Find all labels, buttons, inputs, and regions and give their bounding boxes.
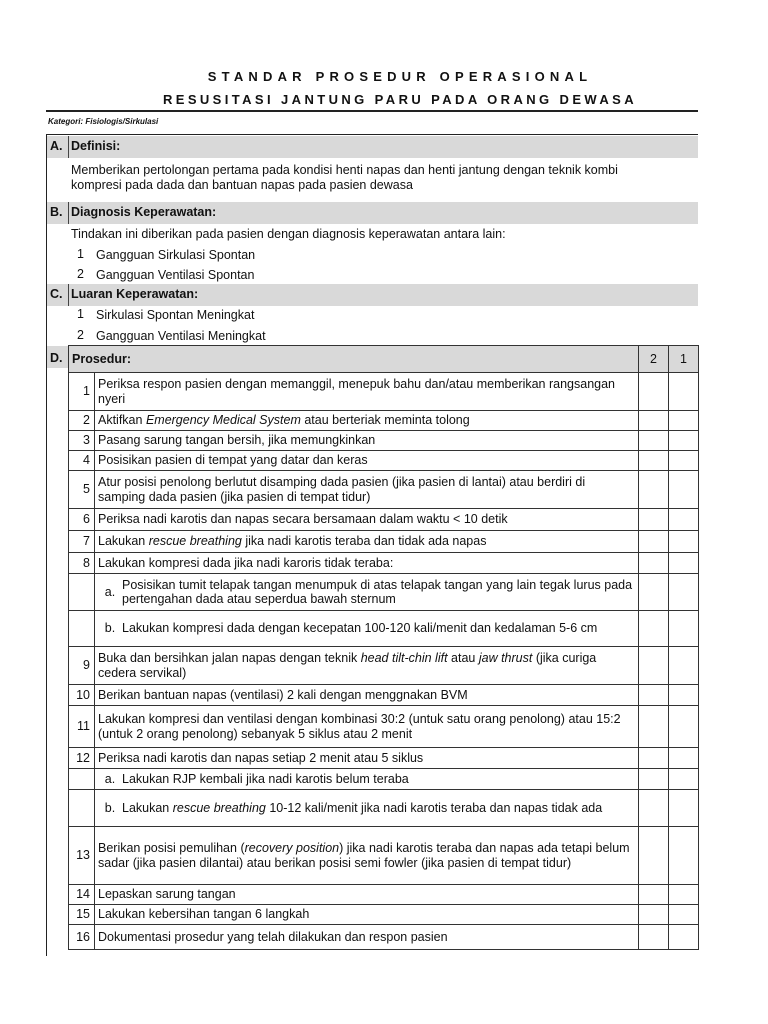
italic-term: rescue breathing xyxy=(148,534,242,549)
procedure-step-row xyxy=(69,905,699,925)
section-a-title: Definisi: xyxy=(71,139,121,153)
step-text: Lakukan kebersihan tangan 6 langkah xyxy=(98,907,310,922)
score-checkbox-2[interactable] xyxy=(639,827,669,885)
procedure-step-row xyxy=(69,706,699,748)
step-text: Aktifkan xyxy=(98,413,146,428)
step-text-cell xyxy=(95,925,639,950)
substep-cell xyxy=(95,769,639,790)
score-checkbox-1[interactable] xyxy=(669,411,699,431)
step-text: Berikan bantuan napas (ventilasi) 2 kali dengan menggnakan BVM xyxy=(98,687,468,702)
definition-text-line1: Memberikan pertolongan pertama pada kondisi henti napas dan henti jantung dengan teknik kombi xyxy=(71,163,618,177)
score-checkbox-1[interactable] xyxy=(669,790,699,827)
score-checkbox-2[interactable] xyxy=(639,553,669,574)
step-text-cell xyxy=(95,748,639,769)
procedure-title: Prosedur: xyxy=(69,346,639,373)
score-checkbox-2[interactable] xyxy=(639,451,669,471)
procedure-step-row xyxy=(69,531,699,553)
step-number: 8 xyxy=(69,553,95,574)
step-text: Periksa nadi karotis dan napas setiap 2 menit atau 5 siklus xyxy=(98,750,424,765)
procedure-step-row xyxy=(69,553,699,574)
step-text-cell xyxy=(95,431,639,451)
score-checkbox-1[interactable] xyxy=(669,531,699,553)
italic-term: Emergency Medical System xyxy=(145,413,301,428)
step-text-cell xyxy=(95,553,639,574)
step-text: atau xyxy=(447,651,479,665)
score-column-header: 1 xyxy=(669,346,699,373)
diagnosis-item-number: 1 xyxy=(77,247,84,261)
substep-letter: b. xyxy=(104,800,116,815)
step-number-empty xyxy=(69,611,95,647)
step-number: 12 xyxy=(69,748,95,769)
step-text: ) jika nadi karotis teraba dan napas ada tetapi belum sadar (jika pasien dilantai) atau berikan posisi semi fowler (jika pasien di tempat tidur) xyxy=(98,841,630,870)
score-checkbox-2[interactable] xyxy=(639,411,669,431)
score-checkbox-1[interactable] xyxy=(669,509,699,531)
score-checkbox-1[interactable] xyxy=(669,647,699,685)
procedure-step-row xyxy=(69,509,699,531)
italic-term: rescue breathing xyxy=(172,800,266,815)
step-text: Lepaskan sarung tangan xyxy=(98,887,236,902)
score-checkbox-2[interactable] xyxy=(639,748,669,769)
document-title: STANDAR PROSEDUR OPERASIONAL xyxy=(207,69,593,84)
score-checkbox-1[interactable] xyxy=(669,925,699,950)
step-text-cell xyxy=(95,706,639,748)
document-subtitle: RESUSITASI JANTUNG PARU PADA ORANG DEWASA xyxy=(162,92,638,107)
procedure-substep-row xyxy=(69,574,699,611)
outcome-item-number: 2 xyxy=(77,328,84,342)
step-text: Lakukan xyxy=(122,800,173,815)
step-text: Periksa nadi karotis dan napas secara bersamaan dalam waktu < 10 detik xyxy=(98,512,508,527)
score-checkbox-1[interactable] xyxy=(669,905,699,925)
score-checkbox-1[interactable] xyxy=(669,706,699,748)
outcome-item: Gangguan Ventilasi Meningkat xyxy=(96,329,266,343)
procedure-step-row xyxy=(69,827,699,885)
substep-cell xyxy=(95,574,639,611)
step-text: Lakukan xyxy=(98,534,149,549)
header-divider xyxy=(46,110,698,112)
step-text-cell xyxy=(95,451,639,471)
score-checkbox-2[interactable] xyxy=(639,685,669,706)
procedure-step-row xyxy=(69,685,699,706)
substep-cell xyxy=(95,790,639,827)
step-text: Lakukan kompresi dan ventilasi dengan kombinasi 30:2 (untuk satu orang penolong) atau 15:2 (untuk 2 orang penolong) sebanyak 5 siklus atau 2 menit xyxy=(98,712,621,741)
step-number: 2 xyxy=(69,411,95,431)
diagnosis-item: Gangguan Ventilasi Spontan xyxy=(96,268,255,282)
score-checkbox-2[interactable] xyxy=(639,509,669,531)
score-column-header: 2 xyxy=(639,346,669,373)
section-d-letter: D. xyxy=(50,351,63,365)
step-number: 5 xyxy=(69,471,95,509)
frame-top-border xyxy=(46,134,698,135)
step-text: atau berteriak meminta tolong xyxy=(300,413,470,428)
step-text-cell xyxy=(95,471,639,509)
category-label: Kategori: Fisiologis/Sirkulasi xyxy=(48,117,159,126)
procedure-substep-row xyxy=(69,611,699,647)
score-checkbox-2[interactable] xyxy=(639,885,669,905)
step-text-cell xyxy=(95,509,639,531)
step-text-cell xyxy=(95,827,639,885)
substep-letter: b. xyxy=(104,621,116,636)
procedure-step-row xyxy=(69,748,699,769)
italic-term: jaw thrust xyxy=(478,651,533,665)
score-checkbox-1[interactable] xyxy=(669,471,699,509)
step-text: Berikan posisi pemulihan ( xyxy=(98,841,245,855)
score-checkbox-1[interactable] xyxy=(669,827,699,885)
definition-text-line2: kompresi pada dada dan bantuan napas pada pasien dewasa xyxy=(71,178,413,192)
section-b-title: Diagnosis Keperawatan: xyxy=(71,205,217,219)
procedure-step-row xyxy=(69,451,699,471)
step-text: 10-12 kali/menit jika nadi karotis teraba dan napas tidak ada xyxy=(265,800,603,815)
step-text-cell xyxy=(95,685,639,706)
score-checkbox-2[interactable] xyxy=(639,790,669,827)
score-checkbox-2[interactable] xyxy=(639,905,669,925)
step-number: 6 xyxy=(69,509,95,531)
substep-letter: a. xyxy=(104,771,116,786)
score-checkbox-2[interactable] xyxy=(639,769,669,790)
step-text: Posisikan pasien di tempat yang datar dan keras xyxy=(98,453,368,468)
score-checkbox-1[interactable] xyxy=(669,373,699,411)
procedure-step-row xyxy=(69,471,699,509)
score-checkbox-1[interactable] xyxy=(669,574,699,611)
step-text: Pasang sarung tangan bersih, jika memungkinkan xyxy=(98,433,376,448)
step-text: Lakukan kompresi dada jika nadi karoris tidak teraba: xyxy=(98,555,394,570)
step-number: 3 xyxy=(69,431,95,451)
step-text-cell xyxy=(95,373,639,411)
score-checkbox-2[interactable] xyxy=(639,431,669,451)
outcome-item-number: 1 xyxy=(77,307,84,321)
step-text-cell xyxy=(95,531,639,553)
score-checkbox-2[interactable] xyxy=(639,925,669,950)
section-a-header xyxy=(47,136,698,158)
procedure-step-row xyxy=(69,411,699,431)
step-text: Buka dan bersihkan jalan napas dengan teknik xyxy=(98,651,361,665)
section-a-letter: A. xyxy=(50,139,63,153)
diagnosis-item: Gangguan Sirkulasi Spontan xyxy=(96,248,256,262)
step-number: 10 xyxy=(69,685,95,706)
step-number: 4 xyxy=(69,451,95,471)
diagnosis-item-number: 2 xyxy=(77,267,84,281)
step-text-cell xyxy=(95,647,639,685)
score-checkbox-1[interactable] xyxy=(669,451,699,471)
step-number-empty xyxy=(69,790,95,827)
procedure-step-row xyxy=(69,885,699,905)
step-text-cell xyxy=(95,905,639,925)
score-checkbox-1[interactable] xyxy=(669,885,699,905)
step-text: jika nadi karotis teraba dan tidak ada napas xyxy=(241,534,487,549)
score-checkbox-1[interactable] xyxy=(669,611,699,647)
step-text-cell xyxy=(95,885,639,905)
step-number: 7 xyxy=(69,531,95,553)
score-checkbox-1[interactable] xyxy=(669,553,699,574)
procedure-step-row xyxy=(69,373,699,411)
procedure-substep-row xyxy=(69,790,699,827)
step-text: Lakukan kompresi dada dengan kecepatan 100-120 kali/menit dan kedalaman 5-6 cm xyxy=(122,621,598,636)
score-checkbox-2[interactable] xyxy=(639,574,669,611)
step-text: Posisikan tumit telapak tangan menumpuk di atas telapak tangan yang lain tegak lurus pada pertengahan dada atau seperdua bawah sternum xyxy=(122,577,633,606)
score-checkbox-1[interactable] xyxy=(669,748,699,769)
step-number: 16 xyxy=(69,925,95,950)
procedure-table xyxy=(68,345,699,950)
step-text: Dokumentasi prosedur yang telah dilakukan dan respon pasien xyxy=(98,929,448,944)
step-number: 15 xyxy=(69,905,95,925)
step-number: 14 xyxy=(69,885,95,905)
procedure-substep-row xyxy=(69,769,699,790)
italic-term: head tilt-chin lift xyxy=(360,651,448,665)
score-checkbox-2[interactable] xyxy=(639,706,669,748)
outcome-item: Sirkulasi Spontan Meningkat xyxy=(96,308,255,322)
italic-term: recovery position xyxy=(244,841,340,855)
section-c-title: Luaran Keperawatan: xyxy=(71,287,199,301)
score-checkbox-1[interactable] xyxy=(669,769,699,790)
procedure-header-row xyxy=(69,346,699,373)
section-c-letter: C. xyxy=(50,287,63,301)
step-number: 1 xyxy=(69,373,95,411)
frame-left-border xyxy=(46,134,47,956)
step-number-empty xyxy=(69,769,95,790)
step-number: 13 xyxy=(69,827,95,885)
procedure-step-row xyxy=(69,647,699,685)
step-number: 11 xyxy=(69,706,95,748)
step-text: Lakukan RJP kembali jika nadi karotis belum teraba xyxy=(122,771,409,786)
step-text: Periksa respon pasien dengan memanggil, menepuk bahu dan/atau memberikan rangsangan nyeri xyxy=(98,377,616,406)
score-checkbox-2[interactable] xyxy=(639,531,669,553)
score-checkbox-2[interactable] xyxy=(639,611,669,647)
step-number: 9 xyxy=(69,647,95,685)
score-checkbox-2[interactable] xyxy=(639,373,669,411)
substep-cell xyxy=(95,611,639,647)
step-number-empty xyxy=(69,574,95,611)
score-checkbox-2[interactable] xyxy=(639,647,669,685)
step-text: (jika curiga cedera servikal) xyxy=(98,651,597,680)
procedure-step-row xyxy=(69,431,699,451)
score-checkbox-1[interactable] xyxy=(669,685,699,706)
diagnosis-intro: Tindakan ini diberikan pada pasien dengan diagnosis keperawatan antara lain: xyxy=(71,227,506,241)
section-b-letter: B. xyxy=(50,205,63,219)
substep-letter: a. xyxy=(104,584,116,599)
score-checkbox-1[interactable] xyxy=(669,431,699,451)
procedure-step-row xyxy=(69,925,699,950)
score-checkbox-2[interactable] xyxy=(639,471,669,509)
step-text: Atur posisi penolong berlutut disamping dada pasien (jika pasien di lantai) atau berdiri di samping dada pasien (jika pasien di tempat tidur) xyxy=(98,475,586,504)
step-text-cell xyxy=(95,411,639,431)
